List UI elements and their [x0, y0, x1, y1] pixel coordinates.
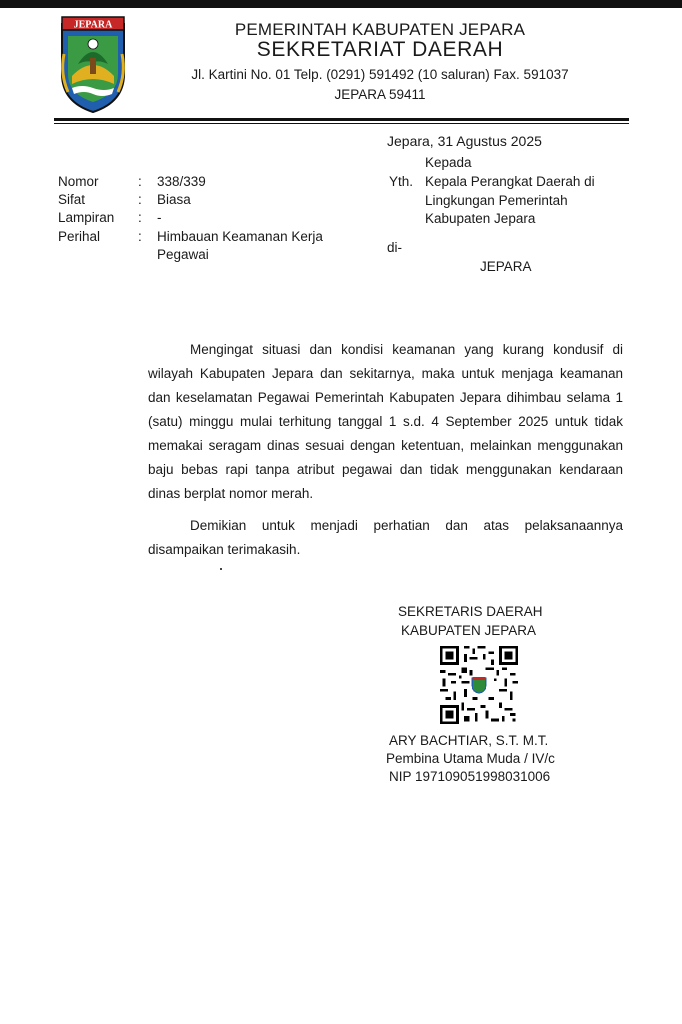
jepara-emblem-logo [58, 14, 128, 114]
recipient-line-2: Lingkungan Pemerintah [425, 193, 568, 208]
signer-name: ARY BACHTIAR, S.T. M.T. [389, 733, 549, 748]
body-paragraph-2: Demikian untuk menjadi perhatian dan atas pelaksanaannya disampaikan terimakasih. [148, 518, 623, 557]
field-label-lampiran: Lampiran [58, 210, 115, 225]
recipient-line-3: Kabupaten Jepara [425, 211, 536, 226]
field-label-perihal: Perihal [58, 229, 101, 244]
top-edge-bar [0, 0, 682, 8]
field-sep-nomor: : [138, 174, 142, 189]
header-government: PEMERINTAH KABUPATEN JEPARA [234, 20, 526, 39]
field-value-perihal: Himbauan Keamanan Kerja [157, 229, 323, 244]
header-address: Jl. Kartini No. 01 Telp. (0291) 591492 (10 saluran) Fax. 591037 [191, 67, 569, 82]
field-value-perihal-cont: Pegawai [157, 247, 209, 262]
field-label-nomor: Nomor [58, 174, 99, 189]
header-postal: JEPARA 59411 [334, 87, 426, 102]
field-label-sifat: Sifat [58, 192, 86, 207]
recipient-di: di- [387, 240, 403, 255]
body-paragraph-1: Mengingat situasi dan kondisi keamanan yang kurang kondusif di wilayah Kabupaten Jepara dan sekitarnya, maka untuk menjaga keamanan dan keselamatan Pegawai Pemerintah Kabupaten Jepara dihimbau selama 1 (satu) minggu mulai terhitung tanggal 1 s.d. 4 September 2025 untuk tidak memakai seragam dinas sesuai dengan ketentuan, melainkan menggunakan baju bebas rapi tanpa atribut pegawai dan tidak menggunakan kendaraan dinas berplat nomor merah. [148, 342, 623, 501]
signature-title-1: SEKRETARIS DAERAH [398, 604, 543, 619]
header-rule-thick [54, 118, 629, 121]
recipient-city: JEPARA [480, 259, 532, 274]
signature-qr-code [440, 646, 518, 724]
recipient-yth: Yth. [389, 174, 414, 189]
field-sep-perihal: : [138, 229, 142, 244]
header-institution: SEKRETARIAT DAERAH [256, 38, 504, 61]
stray-dot [220, 568, 222, 570]
header-rule-thin [54, 123, 629, 124]
field-sep-sifat: : [138, 192, 142, 207]
signature-title-2: KABUPATEN JEPARA [401, 623, 537, 638]
field-value-nomor: 338/339 [157, 174, 206, 189]
field-value-lampiran: - [157, 210, 162, 225]
place-date: Jepara, 31 Agustus 2025 [387, 133, 542, 149]
field-sep-lampiran: : [138, 210, 142, 225]
signer-rank: Pembina Utama Muda / IV/c [386, 751, 555, 766]
recipient-kepada: Kepada [425, 155, 472, 170]
signer-nip: NIP 197109051998031006 [389, 769, 551, 784]
recipient-line-1: Kepala Perangkat Daerah di [425, 174, 595, 189]
logo-text: JEPARA [73, 19, 113, 31]
field-value-sifat: Biasa [157, 192, 191, 207]
